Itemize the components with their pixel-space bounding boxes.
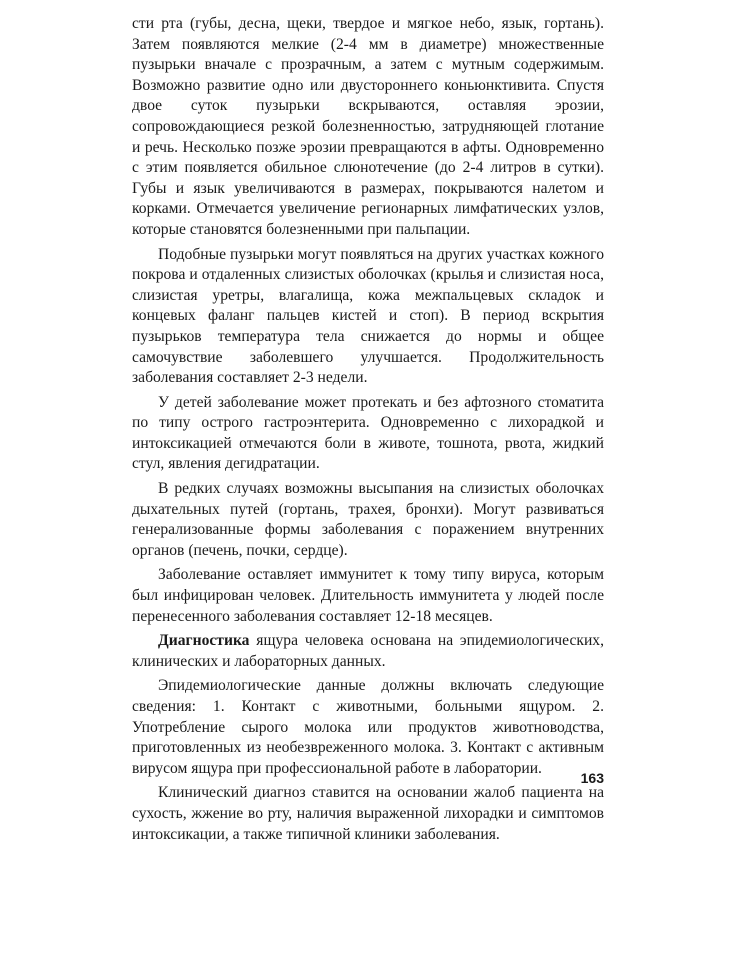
diagnostics-term: Диагностика — [158, 632, 250, 650]
paragraph-immunity — [132, 565, 604, 627]
paragraph-text: Клинический диагноз ставится на основании жалоб пациента на сухость, жжение во рту, наличия выраженной лихорадки и симптомов интоксикации, а также типичной клиники заболевания. — [132, 784, 604, 843]
paragraph-vesicles-elsewhere — [132, 245, 604, 389]
paragraph-rare-cases — [132, 479, 604, 561]
page-number: 163 — [580, 770, 604, 786]
paragraph-text: Заболевание оставляет иммунитет к тому типу вируса, которым был инфицирован человек. Длительность иммунитета у людей после перенесенного заболевания составляет 12-18 месяцев. — [132, 566, 604, 625]
paragraph-text: ящура человека основана на эпидемиологических, клинических и лабораторных данных. — [132, 632, 604, 670]
paragraph-text: У детей заболевание может протекать и без афтозного стоматита по типу острого гастроэнтерита. Одновременно с лихорадкой и интоксикацией отмечаются боли в животе, тошнота, рвота, жидкий стул, явления дегидратации. — [132, 393, 604, 473]
paragraph-symptoms-continued — [132, 14, 604, 241]
paragraph-children — [132, 393, 604, 475]
paragraph-text: Подобные пузырьки могут появляться на других участках кожного покрова и отдаленных слизистых оболочках (крылья и слизистая носа, слизистая уретры, влагалища, кожа межпальцевых складок и концевых фаланг пальцев кистей и стоп). В период вскрытия пузырьков температура тела снижается до нормы и общее самочувствие заболевшего улучшается. Продолжительность заболевания составляет 2-3 недели. — [132, 245, 604, 387]
paragraph-diagnostics — [132, 631, 604, 672]
paragraph-epidemiology — [132, 676, 604, 779]
paragraph-text: В редких случаях возможны высыпания на слизистых оболочках дыхательных путей (гортань, трахея, бронхи). Могут развиваться генерализованные формы заболевания с поражением внутренних органов (печень, почки, сердце). — [132, 480, 604, 559]
paragraph-text: Эпидемиологические данные должны включать следующие сведения: 1. Контакт с животными, больными ящуром. 2. Употребление сырого молока или продуктов животноводства, приготовленных из необезвреженного молока. 3. Контакт с активным вирусом ящура при профессиональной работе в лаборатории. — [132, 677, 604, 777]
paragraph-text: сти рта (губы, десна, щеки, твердое и мягкое небо, язык, гортань). Затем появляются мелкие (2-4 мм в диаметре) множественные пузырьки вначале с прозрачным, а затем с мутным содержимым. Возможно развитие одно или двустороннего коньюнктивита. Спустя двое суток пузырьки вскрываются, оставляя эрозии, сопровождающиеся резкой болезненностью, затрудняющей глотание и речь. Несколько позже эрозии превращаются в афты. Одновременно с этим появляется обильное слюнотечение (до 2-4 литров в сутки). Губы и язык увеличиваются в размерах, покрываются налетом и корками. Отмечается увеличение регионарных лимфатических узлов, которые становятся болезненными при пальпации. — [132, 15, 604, 238]
page-body — [132, 14, 604, 849]
paragraph-clinical-diagnosis — [132, 783, 604, 845]
